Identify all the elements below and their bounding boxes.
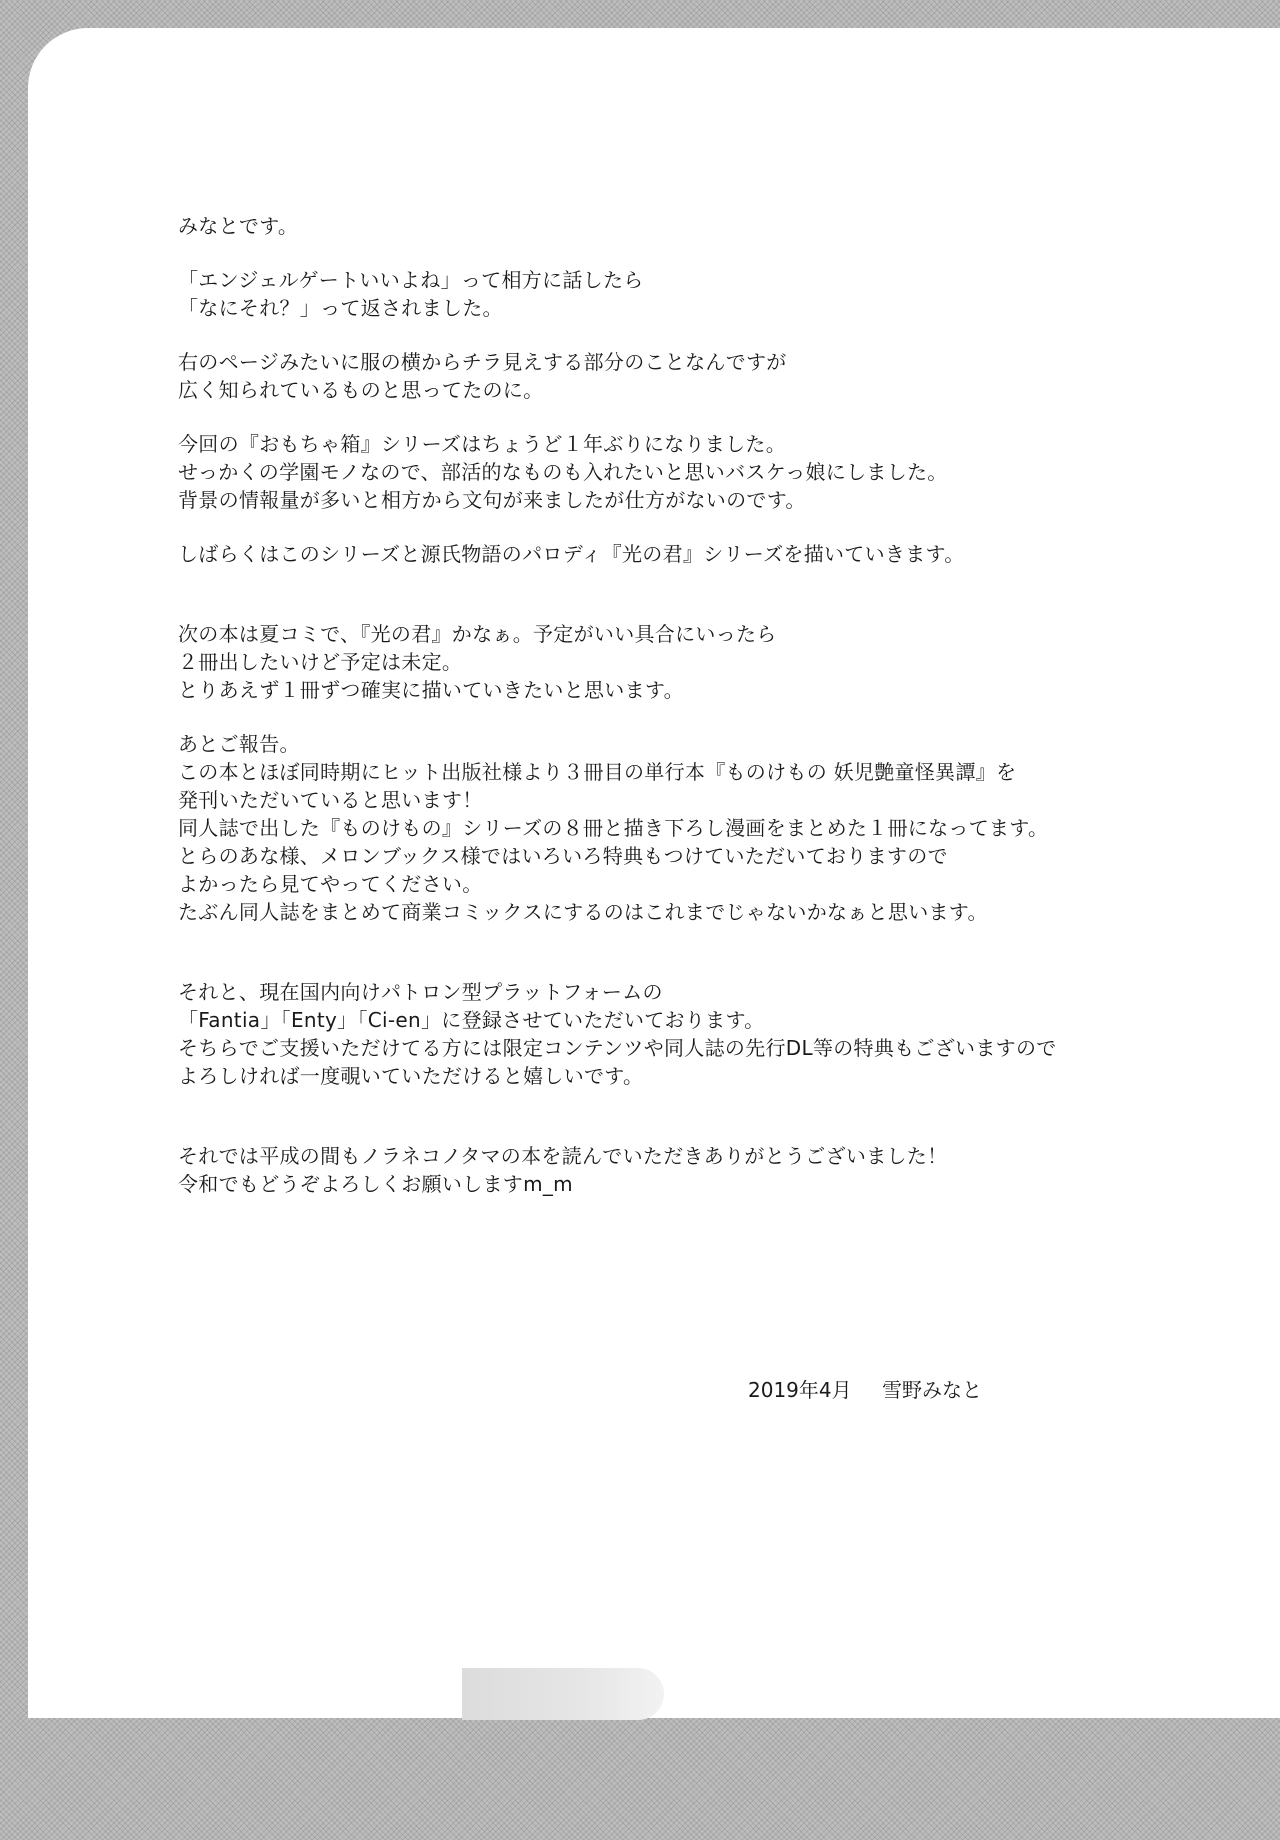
text-line: 同人誌で出した『ものけもの』シリーズの８冊と描き下ろし漫画をまとめた１冊になってます。	[178, 816, 1049, 840]
page-number-tab	[462, 1668, 664, 1720]
text-line: 今回の『おもちゃ箱』シリーズはちょうど１年ぶりになりました。	[178, 432, 786, 456]
text-line: 「なにそれ？」って返されました。	[178, 296, 503, 320]
paragraph-plans	[178, 540, 1198, 568]
text-line: それと、現在国内向けパトロン型プラットフォームの	[178, 980, 663, 1004]
text-line: この本とほぼ同時期にヒット出版社様より３冊目の単行本『ものけもの 妖児艶童怪異譚』を	[178, 760, 1017, 784]
text-line: よかったら見てやってください。	[178, 872, 483, 896]
text-line: 「Fantia」「Enty」「Ci-en」に登録させていただいております。	[178, 1008, 765, 1032]
text-line: 令和でもどうぞよろしくお願いしますm_m	[178, 1172, 573, 1196]
text-line: しばらくはこのシリーズと源氏物語のパロディ『光の君』シリーズを描いていきます。	[178, 542, 965, 566]
paragraph-greeting	[178, 212, 1198, 240]
text-line: 右のページみたいに服の横からチラ見えする部分のことなんですが	[178, 350, 787, 374]
text-line: 次の本は夏コミで、『光の君』かなぁ。予定がいい具合にいったら	[178, 622, 777, 646]
paragraph-series	[178, 430, 1198, 514]
text-line: 「エンジェルゲートいいよね」って相方に話したら	[178, 268, 644, 292]
text-line: ２冊出したいけど予定は未定。	[178, 650, 463, 674]
text-line: あとご報告。	[178, 732, 300, 756]
text-line: みなとです。	[178, 214, 299, 238]
signature-date: 2019年4月	[748, 1378, 852, 1402]
text-line: よろしければ一度覗いていただけると嬉しいです。	[178, 1064, 644, 1088]
paragraph-angel-gate	[178, 266, 1198, 322]
afterword-letter	[178, 212, 1198, 1198]
text-line: とらのあな様、メロンブックス様ではいろいろ特典もつけていただいておりますので	[178, 844, 948, 868]
text-line: 背景の情報量が多いと相方から文句が来ましたが仕方がないのです。	[178, 488, 806, 512]
signature-author: 雪野みなと	[881, 1378, 982, 1402]
paragraph-next-book	[178, 620, 1198, 704]
text-line: 発刊いただいていると思います！	[178, 788, 483, 812]
text-line: とりあえず１冊ずつ確実に描いていきたいと思います。	[178, 678, 684, 702]
paragraph-announcement	[178, 730, 1198, 926]
text-line: 広く知られているものと思ってたのに。	[178, 378, 544, 402]
text-line: たぶん同人誌をまとめて商業コミックスにするのはこれまでじゃないかなぁと思います。	[178, 900, 988, 924]
text-line: せっかくの学園モノなので、部活的なものも入れたいと思いバスケっ娘にしました。	[178, 460, 948, 484]
text-line: そちらでご支援いただけてる方には限定コンテンツや同人誌の先行DL等の特典もございますので	[178, 1036, 1057, 1060]
paragraph-closing	[178, 1142, 1198, 1198]
paragraph-patron	[178, 978, 1198, 1090]
paragraph-explanation	[178, 348, 1198, 404]
text-line: それでは平成の間もノラネコノタマの本を読んでいただきありがとうございました！	[178, 1144, 948, 1168]
signature	[748, 1376, 982, 1404]
